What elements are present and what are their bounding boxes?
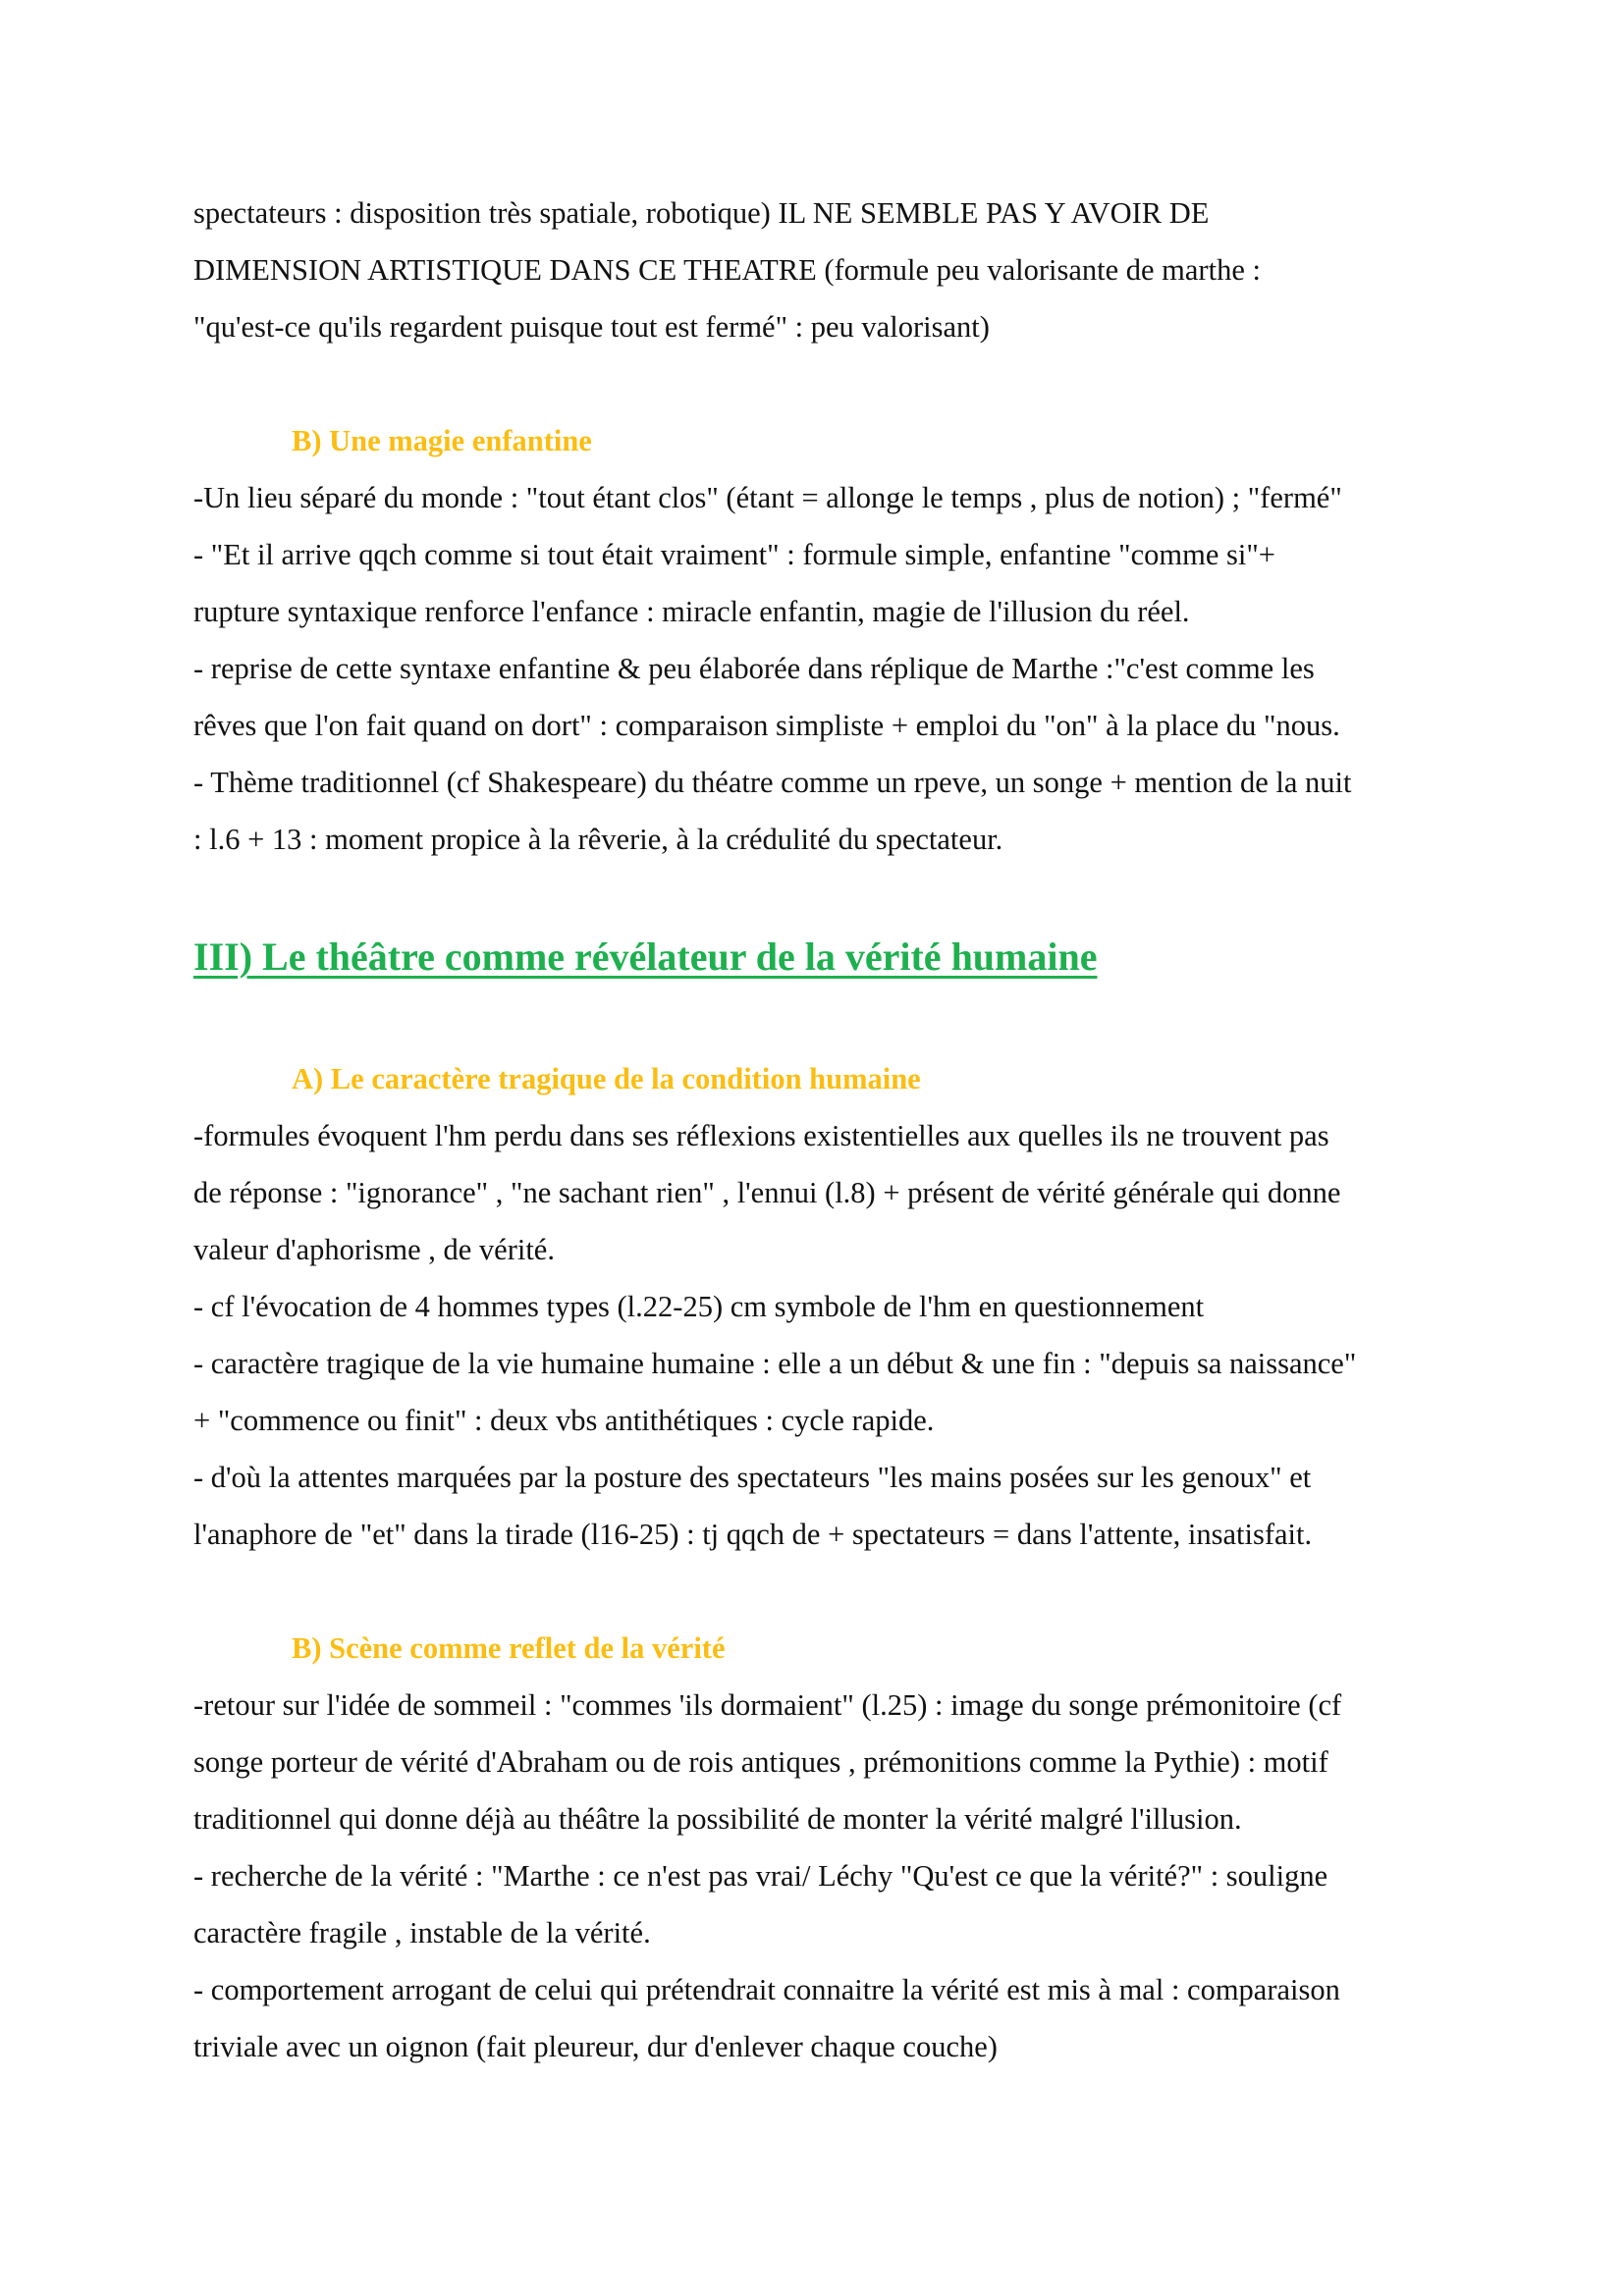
- text-line: songe porteur de vérité d'Abraham ou de rois antiques , prémonitions comme la Pythie) : motif: [193, 1745, 1328, 1779]
- text-line: -Un lieu séparé du monde : "tout étant clos" (étant = allonge le temps , plus de notion) ; "fermé": [193, 481, 1342, 514]
- text-line: rupture syntaxique renforce l'enfance : miracle enfantin, magie de l'illusion du réel.: [193, 595, 1190, 628]
- text-line: rêves que l'on fait quand on dort" : comparaison simpliste + emploi du "on" à la place du "nous.: [193, 709, 1340, 742]
- text-line: triviale avec un oignon (fait pleureur, dur d'enlever chaque couche): [193, 2030, 998, 2063]
- subsection-title-magie: B) Une magie enfantine: [292, 424, 592, 457]
- subsection-title-scene: B) Scène comme reflet de la vérité: [292, 1631, 726, 1665]
- text-line: spectateurs : disposition très spatiale, robotique) IL NE SEMBLE PAS Y AVOIR DE: [193, 196, 1210, 230]
- text-line: - cf l'évocation de 4 hommes types (l.22-25) cm symbole de l'hm en questionnement: [193, 1290, 1205, 1323]
- text-line: - caractère tragique de la vie humaine humaine : elle a un début & une fin : "depuis sa naissance": [193, 1347, 1357, 1380]
- text-line: - reprise de cette syntaxe enfantine & peu élaborée dans réplique de Marthe :"c'est comme les: [193, 652, 1315, 685]
- text-line: de réponse : "ignorance" , "ne sachant rien" , l'ennui (l.8) + présent de vérité générale qui donne: [193, 1176, 1341, 1209]
- text-line: "qu'est-ce qu'ils regardent puisque tout est fermé" : peu valorisant): [193, 310, 990, 344]
- text-line: - Thème traditionnel (cf Shakespeare) du théatre comme un rpeve, un songe + mention de la nuit: [193, 766, 1352, 799]
- text-line: -retour sur l'idée de sommeil : "commes 'ils dormaient" (l.25) : image du songe prémonitoire (cf: [193, 1688, 1342, 1722]
- text-line: + "commence ou finit" : deux vbs antithétiques : cycle rapide.: [193, 1404, 935, 1437]
- text-line: : l.6 + 13 : moment propice à la rêverie, à la crédulité du spectateur.: [193, 823, 1003, 856]
- part-three-heading: III) Le théâtre comme révélateur de la vérité humaine: [193, 934, 1098, 979]
- text-line: l'anaphore de "et" dans la tirade (l16-25) : tj qqch de + spectateurs = dans l'attente, insatisfait.: [193, 1518, 1313, 1551]
- subsection-title-tragique: A) Le caractère tragique de la condition humaine: [292, 1062, 921, 1095]
- text-line: - "Et il arrive qqch comme si tout était vraiment" : formule simple, enfantine "comme si"+: [193, 538, 1276, 571]
- text-line: - d'où la attentes marquées par la posture des spectateurs "les mains posées sur les genoux" et: [193, 1461, 1312, 1494]
- text-line: DIMENSION ARTISTIQUE DANS CE THEATRE (formule peu valorisante de marthe :: [193, 253, 1261, 287]
- text-line: - recherche de la vérité : "Marthe : ce n'est pas vrai/ Léchy "Qu'est ce que la vérité?" : souligne: [193, 1859, 1328, 1893]
- text-line: - comportement arrogant de celui qui prétendrait connaitre la vérité est mis à mal : comparaison: [193, 1973, 1340, 2006]
- text-line: -formules évoquent l'hm perdu dans ses réflexions existentielles aux quelles ils ne trouvent pas: [193, 1119, 1329, 1152]
- text-line: valeur d'aphorisme , de vérité.: [193, 1233, 555, 1266]
- text-line: traditionnel qui donne déjà au théâtre la possibilité de monter la vérité malgré l'illusion.: [193, 1802, 1242, 1836]
- text-line: caractère fragile , instable de la vérité.: [193, 1916, 651, 1949]
